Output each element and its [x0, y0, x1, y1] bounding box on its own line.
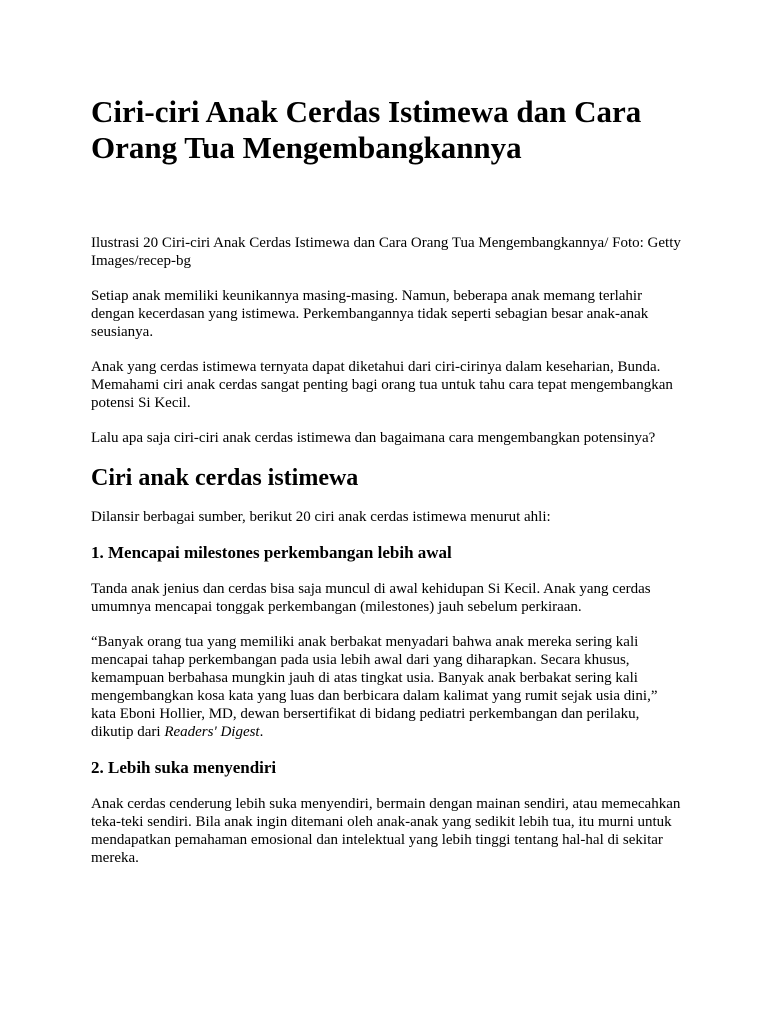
intro-paragraph-1: Setiap anak memiliki keunikannya masing-masing. Namun, beberapa anak memang terlahir dengan kecerdasan yang istimewa. Perkembangannya tidak seperti sebagian besar anak-anak seusianya. — [91, 288, 649, 340]
section-heading: Ciri anak cerdas istimewa — [91, 465, 359, 491]
intro-paragraph-3: Lalu apa saja ciri-ciri anak cerdas istimewa dan bagaimana cara mengembangkan potensinya? — [91, 430, 656, 446]
quote-end: . — [259, 724, 264, 740]
quote-text: “Banyak orang tua yang memiliki anak berbakat menyadari bahwa anak mereka sering kali mencapai tahap perkembangan pada usia lebih awal dari yang diharapkan. Secara khusus, kemampuan berbahasa mungkin jauh di atas tingkat usia. Banyak anak berbakat sering kali mengembangkan kosa kata yang luas dan berbicara dalam kalimat yang rumit sejak usia dini,” kata Eboni Hollier, MD, dewan bersertifikat di bidang pediatri perkembangan dan perilaku, dikutip dari — [91, 634, 658, 740]
point-1-paragraph: Tanda anak jenius dan cerdas bisa saja muncul di awal kehidupan Si Kecil. Anak yang cerdas umumnya mencapai tonggak perkembangan (milestones) jauh sebelum perkiraan. — [91, 581, 651, 615]
point-2-paragraph: Anak cerdas cenderung lebih suka menyendiri, bermain dengan mainan sendiri, atau memecahkan teka-teki sendiri. Bila anak ingin ditemani oleh anak-anak yang sedikit lebih tua, itu murni untuk mendapatkan pemahaman emosional dan intelektual yang lebih tinggi tentang hal-hal di sekitar mereka. — [91, 796, 681, 866]
point-1-quote — [91, 633, 683, 741]
point-1-heading: 1. Mencapai milestones perkembangan lebih awal — [91, 543, 452, 562]
quote-source: Readers' Digest — [164, 724, 260, 740]
article-title: Ciri-ciri Anak Cerdas Istimewa dan Cara Orang Tua Mengembangkannya — [91, 94, 642, 165]
image-caption: Ilustrasi 20 Ciri-ciri Anak Cerdas Istimewa dan Cara Orang Tua Mengembangkannya/ Foto: Getty Images/recep-bg — [91, 235, 681, 269]
intro-paragraph-2: Anak yang cerdas istimewa ternyata dapat diketahui dari ciri-cirinya dalam keseharian, Bunda. Memahami ciri anak cerdas sangat penting bagi orang tua untuk tahu cara tepat mengembangkan potensi Si Kecil. — [91, 359, 673, 411]
section-intro: Dilansir berbagai sumber, berikut 20 ciri anak cerdas istimewa menurut ahli: — [91, 509, 551, 525]
point-2-heading: 2. Lebih suka menyendiri — [91, 758, 277, 777]
document-page — [91, 94, 683, 884]
